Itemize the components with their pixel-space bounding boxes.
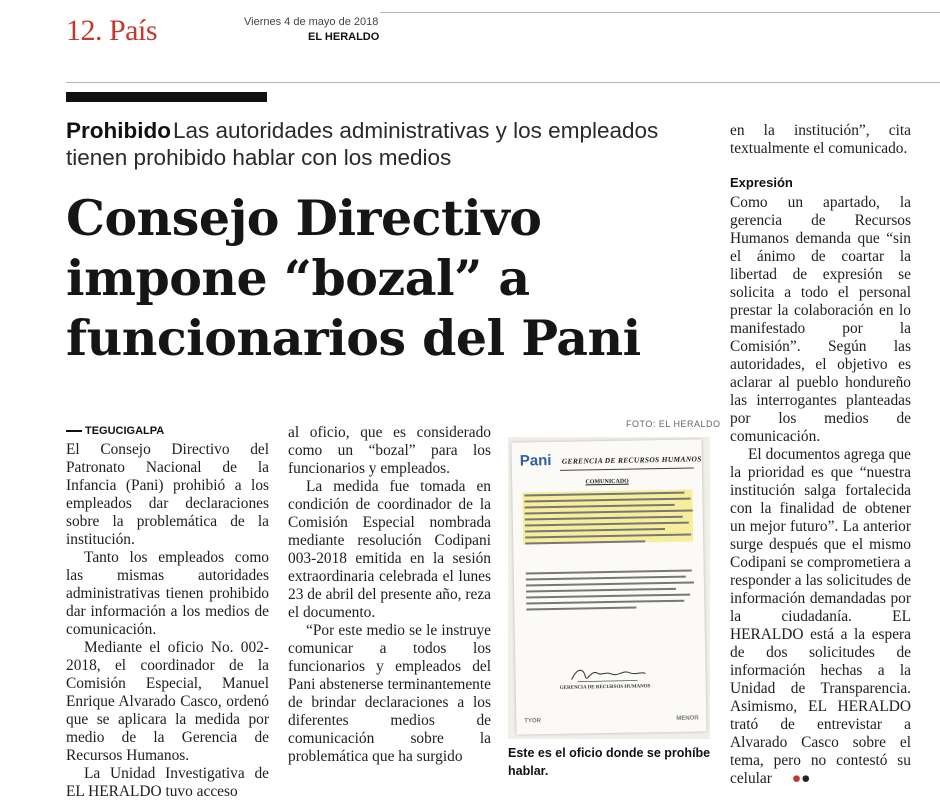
dateline [66,425,164,437]
dateline-text: TEGUCIGALPA [85,425,165,437]
document-text-line [526,576,686,580]
document-footer-left: TYOR [524,718,542,725]
paragraph [730,446,911,788]
photo-caption: Este es el oficio donde se prohíbe hablar. [508,746,711,778]
article-column-1 [66,441,269,801]
document-text-line [526,607,636,611]
section-bar [66,92,267,102]
paragraph: El Consejo Directivo del Patronato Nacional de la Infancia (Pani) prohibió a los empleados dar declaraciones sobre la problemática de la institución. [66,441,269,548]
signature-icon [567,664,647,683]
photo-credit: FOTO: EL HERALDO [626,419,721,429]
paragraph: Tanto los empleados como las mismas autoridades administrativas tienen prohibido dar información a los medios de comunicación. [66,549,269,638]
document-photo [508,437,710,739]
paragraph: en la institución”, cita textualmente el comunicado. [730,122,911,157]
document-header: GERENCIA DE RECURSOS HUMANOS [561,454,702,466]
end-dot-red: ● [791,770,802,787]
article-column-2 [288,424,491,766]
document-rule [560,467,694,470]
pani-logo: Pani [519,451,552,470]
paragraph: Mediante el oficio No. 002-2018, el coordinador de la Comisión Especial, Manuel Enrique Alvarado Casco, ordenó que se aplicara la medida por medio de la Gerencia de Recursos Humanos. [66,639,269,764]
kicker [66,117,714,171]
document-text-line [526,582,694,587]
paragraph-text: El documentos agrega que la prioridad es que “nuestra institución salga fortalecida con la finalidad de obtener un mejor futuro”. La anterior surge después que el mismo Codipani se comprometiera a responder a las solicitudes de información demandadas por la ciudadanía. EL HERALDO está a la espera de dos solicitudes de información hechas a la Unidad de Transparencia. Asimismo, EL HERALDO trató de entrevistar a Alvarado Casco sobre el tema, pero no contestó su celular [730,446,911,787]
document-title: COMUNICADO [585,478,629,486]
headline: Consejo Directivo impone “bozal” a funcionarios del Pani [66,189,641,367]
publication-name: EL HERALDO [308,31,380,43]
document-text-line [526,570,692,574]
document-text-line [526,594,690,598]
dateline-dash [66,430,82,432]
document-footer-right: MENOR [676,715,699,722]
signature-label: GERENCIA DE RECURSOS HUMANOS [559,684,651,691]
paragraph: Como un apartado, la gerencia de Recursos Humanos demanda que “sin el ánimo de coartar la libertad de expresión se solicita a todo el personal prestar la colaboración en lo manifestado por la Comisión”. Según las autoridades, el objetivo es aclarar al pueblo hondureño las interrogantes planteadas por los medios de comunicación. [730,194,911,445]
kicker-text: Las autoridades administrativas y los empleados tienen prohibido hablar con los medios [66,118,659,170]
document-sheet [511,439,706,734]
end-dot-black: ● [801,770,811,787]
end-mark [774,770,811,788]
section-title: 12. País [66,14,158,47]
document-text-lines [511,439,701,442]
paragraph: “Por este medio se le instruye comunicar a todos los funcionarios y empleados del Pani abstenerse terminantemente de brindar declaraciones a los diferentes medios de comunicación sobre la problemática que ha surgido [288,622,491,765]
subhead: Expresión [730,175,793,190]
article-column-3 [730,122,911,788]
document-text-line [526,600,684,604]
paragraph: La Unidad Investigativa de EL HERALDO tuvo acceso [66,765,269,800]
section-rule [66,82,940,83]
paragraph: al oficio, que es considerado como un “bozal” para los funcionarios y empleados. [288,424,491,477]
document-text-line [526,588,676,592]
kicker-label: Prohibido [66,118,171,143]
paragraph: La medida fue tomada en condición de coordinador de la Comisión Especial nombrada mediante resolución Codipani 003-2018 emitida en la sesión extraordinaria celebrada el lunes 23 de abril del presente año, reza el documento. [288,478,491,621]
header-rule [380,12,940,13]
issue-date: Viernes 4 de mayo de 2018 [244,16,379,28]
